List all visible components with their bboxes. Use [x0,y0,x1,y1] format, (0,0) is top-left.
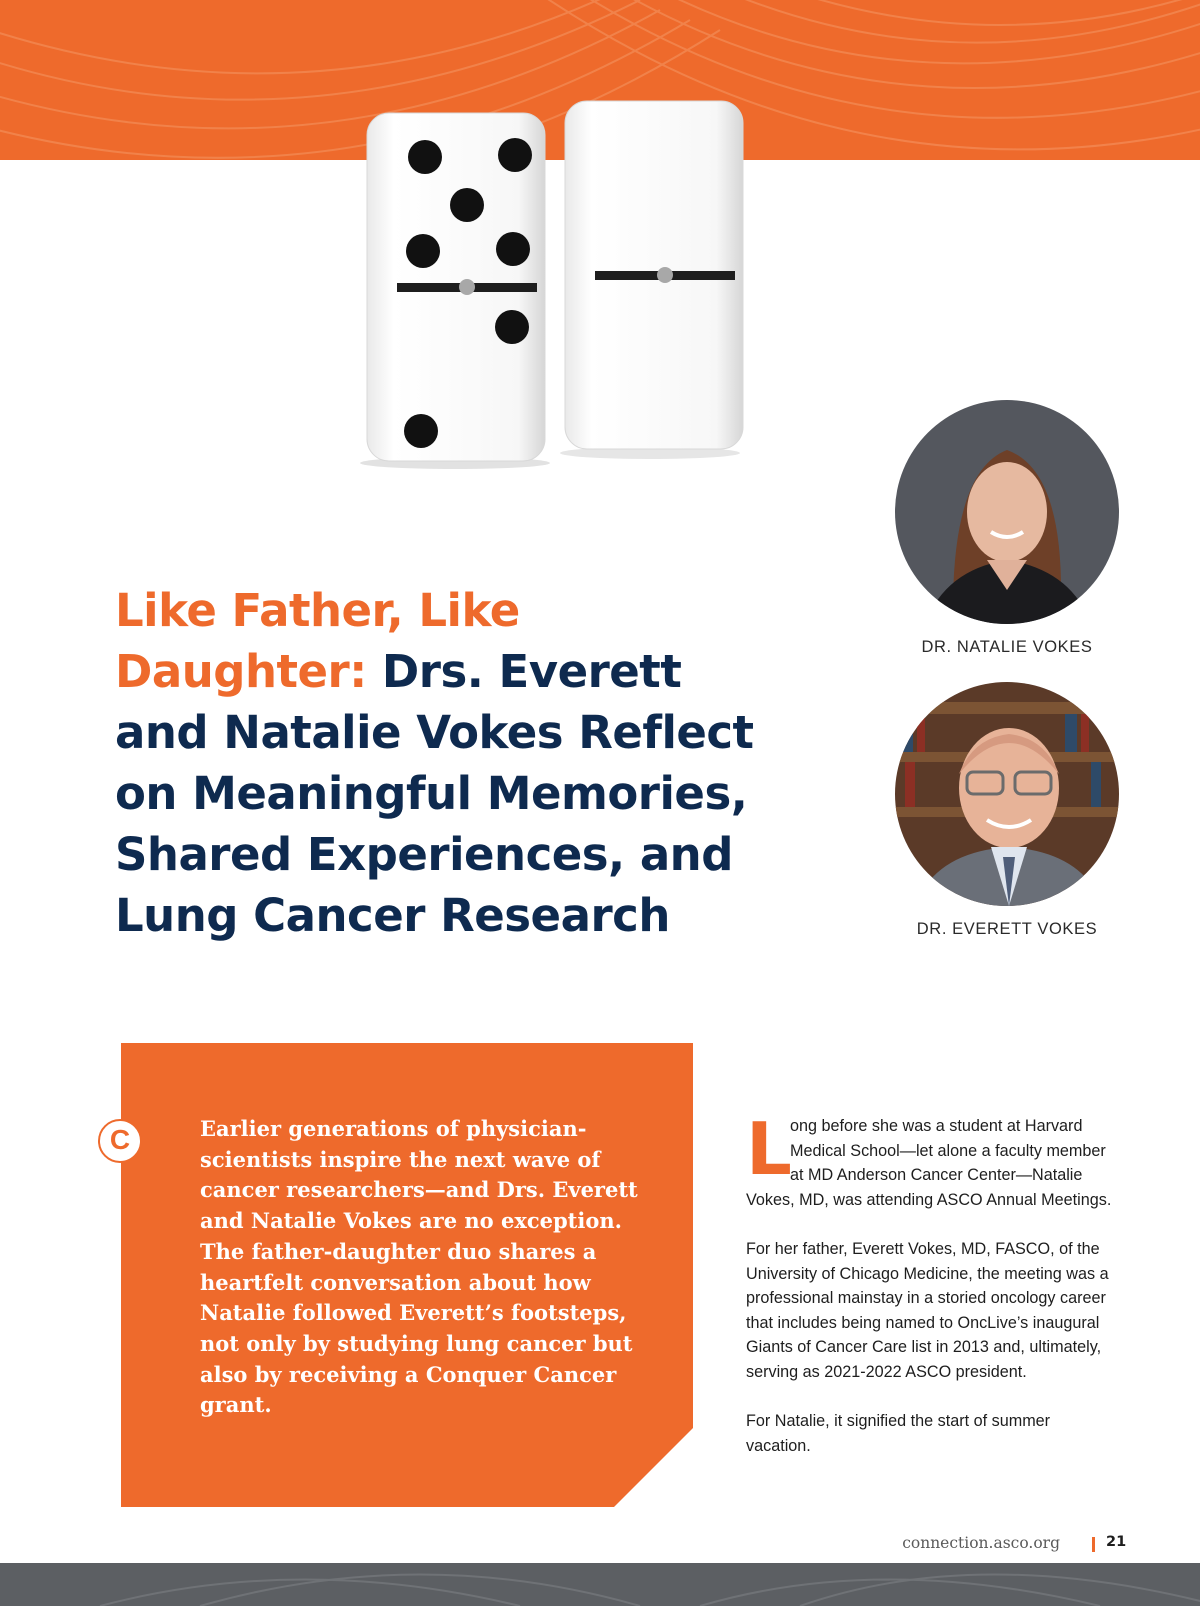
title-rest: Drs. Everett and Natalie Vokes Reflect on Meaningful Memories, Shared Experiences, and Lung Cancer Research [115,645,754,942]
footer-band [0,1563,1200,1606]
page-number: 21 [1106,1534,1127,1550]
caption-natalie-vokes: DR. NATALIE VOKES [921,638,1093,656]
body-paragraph-3: For Natalie, it signified the start of summer vacation. [746,1412,1051,1455]
portrait-everett-vokes [895,682,1119,906]
pullquote-text: Earlier generations of physician-scientists inspire the next wave of cancer researchers—and Drs. Everett and Natalie Vokes are no exception. The father-daughter duo shares a heartfelt conversation about how Natalie followed Everett’s footsteps, not only by studying lung cancer but also by receiving a Conquer Cancer grant. [200,1116,638,1418]
drop-cap: L [746,1107,792,1191]
caption-everett-vokes: DR. EVERETT VOKES [916,920,1098,938]
body-paragraph-2: For her father, Everett Vokes, MD, FASCO, of the University of Chicago Medicine, the meeting was a professional mainstay in a storied oncology career that includes being named to OncLive’s inaugural Giants of Cancer Care list in 2013 and, ultimately, serving as 2021-2022 ASCO president. [746,1239,1109,1381]
title-accent: Like Father, Like Daughter: [115,584,520,698]
article-body [746,1107,1118,1483]
conquer-cancer-logo-icon: C [98,1119,142,1163]
dominoes-image [355,95,755,475]
body-paragraph-1-text: ong before she was a student at Harvard Medical School—let alone a faculty member at MD Anderson Cancer Center—Natalie Vokes, MD, was attending ASCO Annual Meetings. [746,1117,1112,1209]
footer-divider [1092,1537,1095,1552]
footer-swirl-pattern [0,1563,1200,1606]
footer-url: connection.asco.org [902,1534,1060,1552]
body-paragraph-1 [746,1107,1118,1212]
article-title [115,580,775,946]
portrait-natalie-vokes [895,400,1119,624]
